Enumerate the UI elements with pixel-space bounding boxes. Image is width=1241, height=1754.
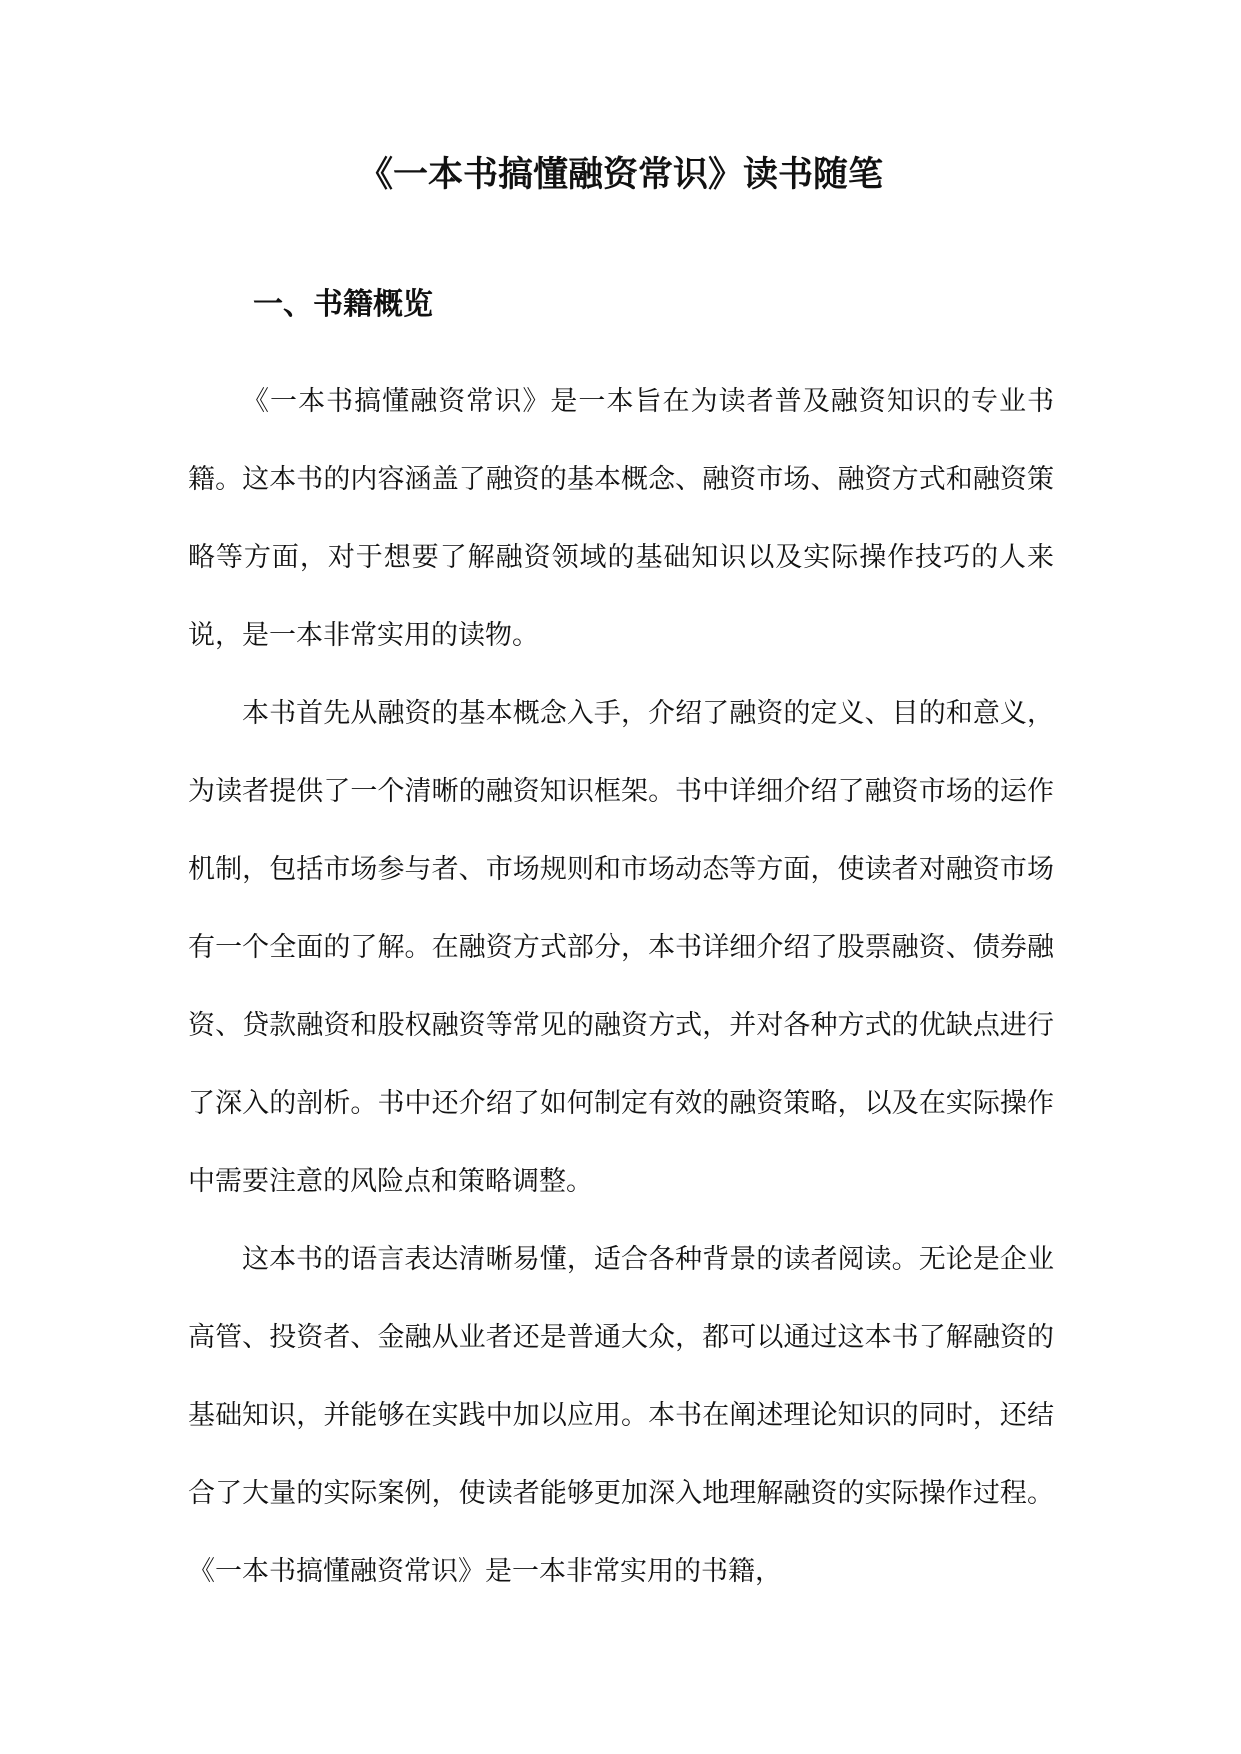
paragraph-overview: 《一本书搞懂融资常识》是一本旨在为读者普及融资知识的专业书籍。这本书的内容涵盖了融资的基本概念、融资市场、融资方式和融资策略等方面，对于想要了解融资领域的基础知识以及实际操作技巧的人来说，是一本非常实用的读物。 [188, 386, 1054, 651]
document-title: 《一本书搞懂融资常识》读书随笔 [357, 155, 883, 195]
section-heading: 一、书籍概览 [253, 287, 433, 322]
paragraph-contents: 本书首先从融资的基本概念入手，介绍了融资的定义、目的和意义，为读者提供了一个清晰的融资知识框架。书中详细介绍了融资市场的运作机制，包括市场参与者、市场规则和市场动态等方面，使读者对融资市场有一个全面的了解。在融资方式部分，本书详细介绍了股票融资、债券融资、贷款融资和股权融资等常见的融资方式，并对各种方式的优缺点进行了深入的剖析。书中还介绍了如何制定有效的融资策略，以及在实际操作中需要注意的风险点和策略调整。 [188, 698, 1054, 1197]
paragraph-style: 这本书的语言表达清晰易懂，适合各种背景的读者阅读。无论是企业高管、投资者、金融从业者还是普通大众，都可以通过这本书了解融资的基础知识，并能够在实践中加以应用。本书在阐述理论知识的同时，还结合了大量的实际案例，使读者能够更加深入地理解融资的实际操作过程。《一本书搞懂融资常识》是一本非常实用的书籍， [188, 1244, 1054, 1587]
section-body [188, 363, 1054, 1611]
